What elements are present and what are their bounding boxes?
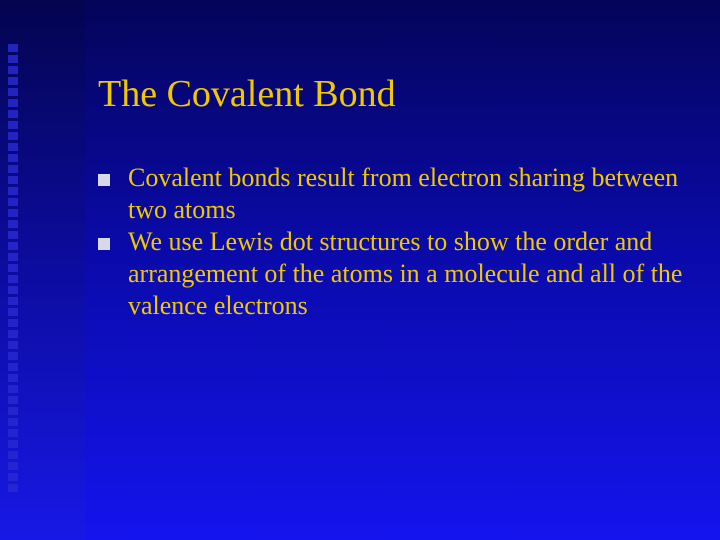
bullet-item [98, 226, 698, 322]
decor-squares [6, 44, 20, 494]
bullet-list [98, 162, 698, 322]
square-bullet-icon [98, 238, 110, 250]
square-bullet-icon [98, 174, 110, 186]
bullet-text: Covalent bonds result from electron sharing between two atoms [128, 163, 679, 224]
bullet-item [98, 162, 698, 226]
slide-title: The Covalent Bond [98, 73, 396, 115]
bullet-text: We use Lewis dot structures to show the order and arrangement of the atoms in a molecule and all of the valence electrons [128, 227, 683, 320]
left-decor-strip [0, 0, 86, 540]
